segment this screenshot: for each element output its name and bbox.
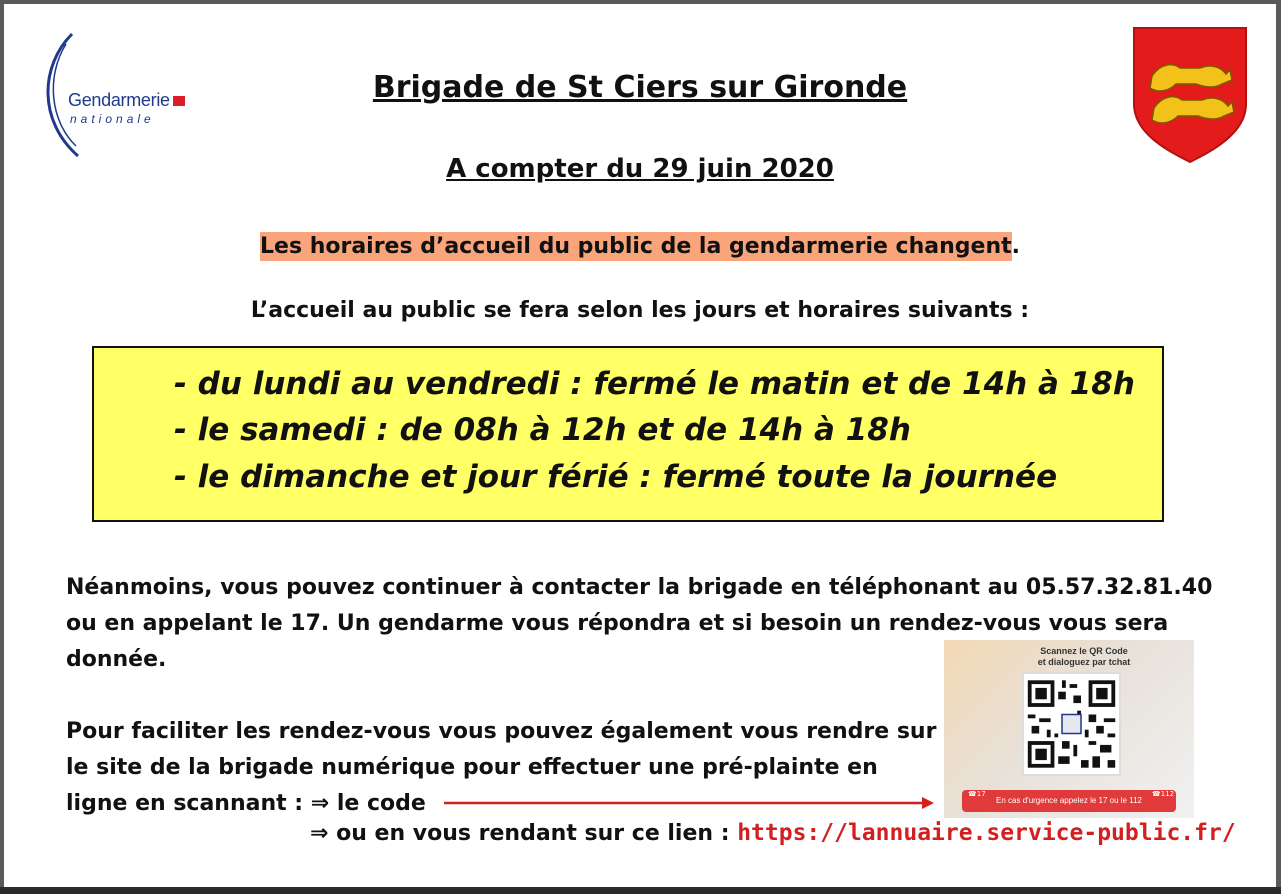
change-notice-suffix: . (1011, 234, 1020, 259)
hours-saturday: - le samedi : de 08h à 12h et de 14h à 18h (174, 412, 911, 448)
phone-17-icon: ☎17 (968, 790, 986, 798)
hours-sunday-holiday: - le dimanche et jour férié : fermé toute la journée (174, 459, 1058, 495)
qr-caption (1009, 646, 1159, 668)
link-prefix: ⇒ ou en vous rendant sur ce lien : (310, 821, 738, 846)
phone-112-icon: ☎112 (1152, 790, 1175, 798)
logo-text-gendarmerie: Gendarmerie (68, 90, 170, 110)
qr-code-card (944, 640, 1194, 818)
hours-intro: L’accueil au public se fera selon les jours et horaires suivants : (250, 298, 1030, 323)
link-line (310, 820, 1236, 846)
document-page (4, 4, 1276, 887)
change-notice (4, 234, 1276, 259)
logo-text-nationale: nationale (70, 112, 155, 126)
qr-caption-line1: Scannez le QR Code (1040, 646, 1128, 656)
effective-date: A compter du 29 juin 2020 (446, 154, 834, 184)
opening-hours-box (92, 346, 1164, 522)
qr-caption-line2: et dialoguez par tchat (1037, 657, 1131, 667)
service-public-link[interactable]: https://lannuaire.service-public.fr/ (737, 820, 1236, 846)
page-title: Brigade de St Ciers sur Gironde (372, 70, 908, 105)
emergency-banner (962, 790, 1176, 812)
emergency-text: En cas d'urgence appelez le 17 ou le 112 (996, 796, 1142, 805)
online-paragraph: Pour faciliter les rendez-vous vous pouvez également vous rendre sur le site de la brigade numérique pour effectuer une pré-plainte en ligne en scannant : ⇒ le code (66, 719, 937, 816)
change-notice-highlight: Les horaires d’accueil du public de la gendarmerie changent (260, 234, 1012, 259)
contact-paragraph: Néanmoins, vous pouvez continuer à contacter la brigade en téléphonant au 05.57.32.81.40 ou en appelant le 17. Un gendarme vous répondra et si besoin un rendez-vous vous sera donnée. (66, 575, 1213, 672)
viewer-bottom-strip (0, 887, 1281, 894)
red-arrow-icon (444, 796, 934, 810)
hours-weekdays: - du lundi au vendredi : fermé le matin et de 14h à 18h (174, 366, 1135, 402)
qr-code-icon[interactable] (1022, 672, 1121, 776)
